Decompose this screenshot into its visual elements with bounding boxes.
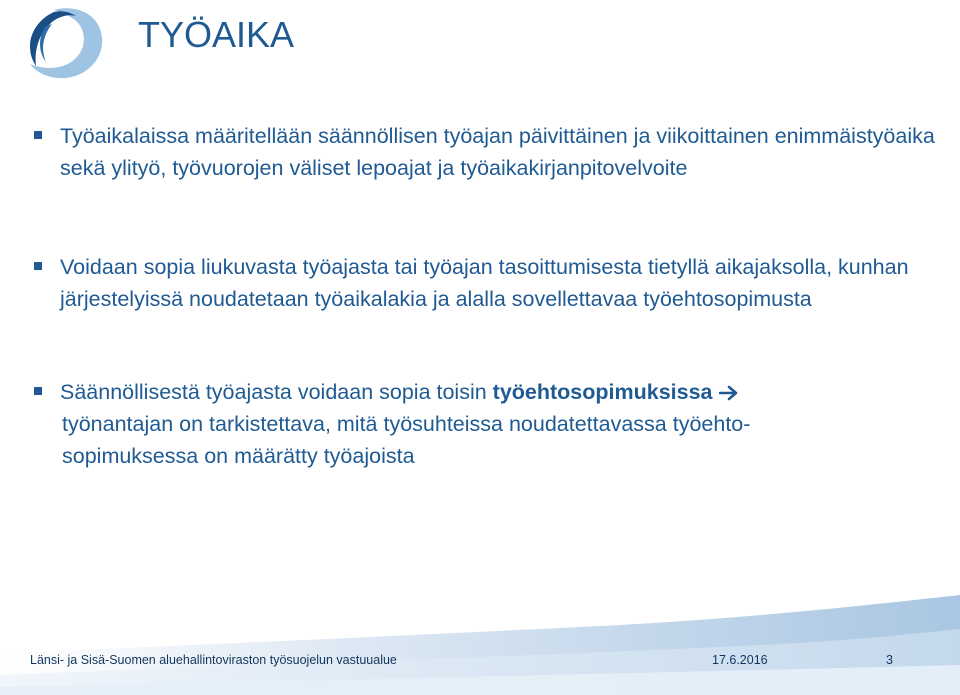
bullet-text: Työaikalaissa määritellään säännöllisen työajan päivittäinen ja viikoittainen enimmäistyöaika sekä ylityö, työvuorojen väliset lepoajat ja työaikakirjanpitovelvoite	[60, 124, 935, 180]
footer-wave-decoration	[0, 595, 960, 695]
square-bullet-icon	[34, 131, 42, 139]
bullet-item	[60, 120, 940, 184]
bullet-text-line2: työnantajan on tarkistettava, mitä työsuhteissa noudatettavassa työehto-	[62, 412, 751, 436]
bullet-text-bold: työehtosopimuksissa	[492, 380, 713, 404]
footer-page-number: 3	[886, 653, 893, 667]
bullet-item	[60, 251, 940, 315]
square-bullet-icon	[34, 387, 42, 395]
square-bullet-icon	[34, 262, 42, 270]
bullet-text-line3: sopimuksessa on määrätty työajoista	[62, 444, 415, 468]
bullet-item	[60, 376, 940, 472]
bullet-text	[60, 376, 940, 472]
avi-logo-icon	[24, 4, 106, 82]
bullet-text: Voidaan sopia liukuvasta työajasta tai työajan tasoittumisesta tietyllä aikajaksolla, kunhan järjestelyissä noudatetaan työaikalakia ja alalla sovellettavaa työehtosopimusta	[60, 255, 909, 311]
slide-title: TYÖAIKA	[138, 14, 295, 55]
footer-date: 17.6.2016	[712, 653, 768, 667]
arrow-right-icon	[719, 385, 739, 401]
bullet-text-start: Säännöllisestä työajasta voidaan sopia toisin	[60, 380, 493, 404]
footer-organization: Länsi- ja Sisä-Suomen aluehallintoviraston työsuojelun vastuualue	[30, 653, 397, 667]
